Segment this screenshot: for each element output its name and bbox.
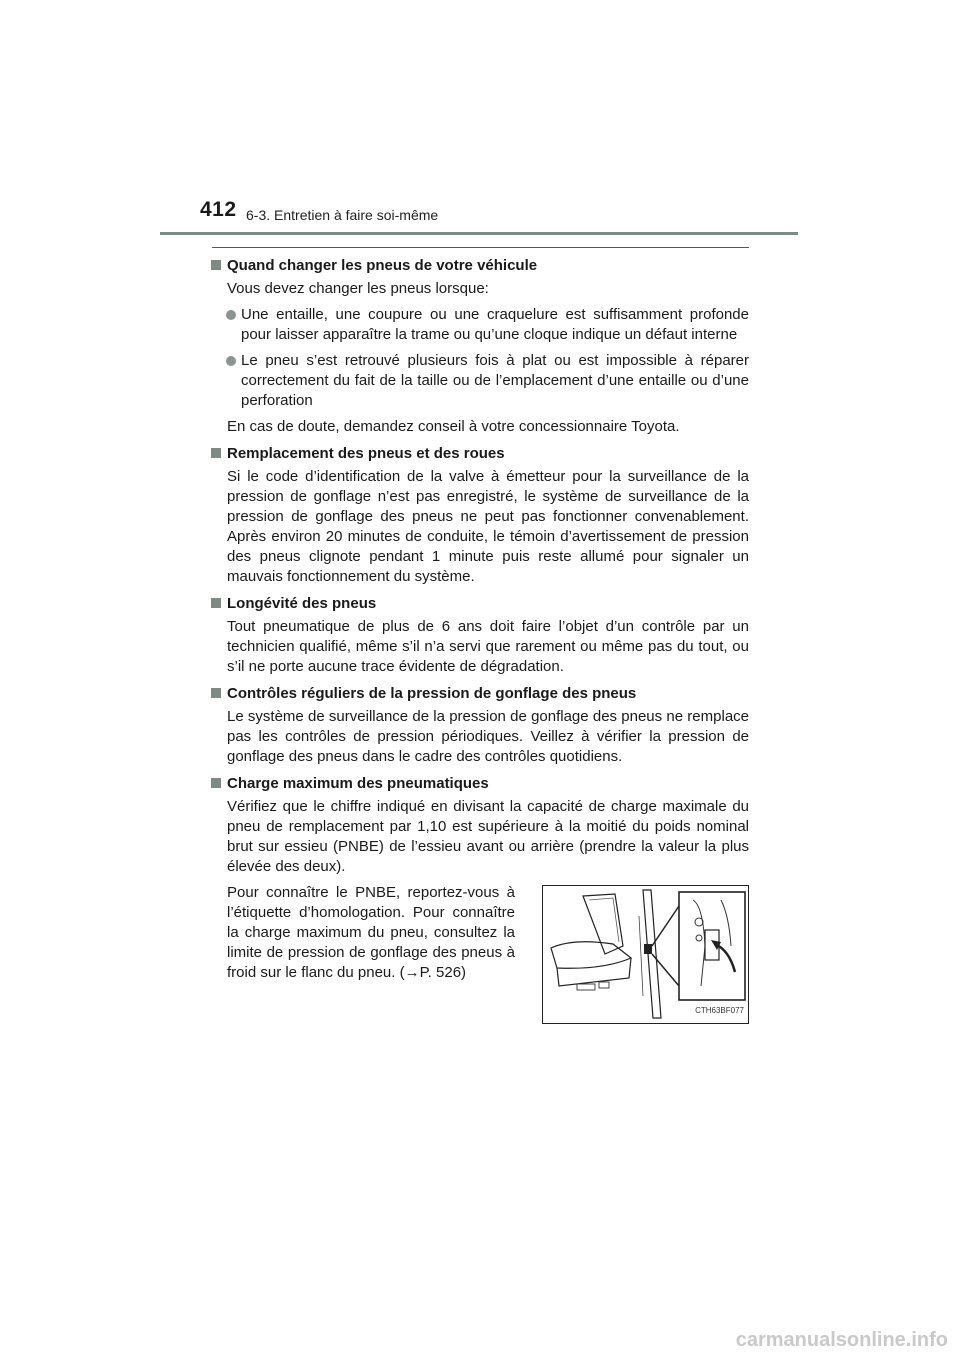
section-heading: Contrôles réguliers de la pression de gonflage des pneus xyxy=(211,684,749,704)
content-rule xyxy=(212,247,749,248)
section-body: Vérifiez que le chiffre indiqué en divisant la capacité de charge maximale du pneu de remplacement par 1,10 est supérieure à la moitié du poids nominal brut sur essieu (PNBE) de l’essieu avant ou arrière (prendre la valeur la plus élevée des deux). xyxy=(227,798,749,875)
header-rule xyxy=(160,232,798,235)
section-body: Si le code d’identification de la valve à émetteur pour la surveillance de la pression de gonflage n’est pas enregistré, le système de surveillance de la pression de gonflage des pneus ne peut pas fonctionner convenablement. Après environ 20 minutes de conduite, le témoin d’avertissement de pression des pneus clignote pendant 1 minute puis reste allumé pour signaler un mauvais fonctionnement du système. xyxy=(227,468,749,585)
illustration-code: CTH63BF077 xyxy=(695,1006,744,1015)
section-body: Le système de surveillance de la pression de gonflage des pneus ne remplace pas les contrôles de pression périodiques. Veillez à vérifier la pression de gonflage des pneus dans le cadre des contrôles quotidiens. xyxy=(227,708,749,765)
list-item: Le pneu s’est retrouvé plusieurs fois à plat ou est impossible à réparer correctement du fait de la taille ou de l’emplacement d’une entaille ou d’une perforation xyxy=(211,351,749,411)
section-when-to-change xyxy=(211,256,749,437)
watermark: carmanualsonline.info xyxy=(735,1329,948,1351)
section-heading: Charge maximum des pneumatiques xyxy=(211,774,749,794)
section-longevity xyxy=(211,594,749,677)
section-replacement xyxy=(211,444,749,587)
circle-bullet-icon xyxy=(226,310,236,320)
page-number: 412 xyxy=(200,198,237,221)
square-bullet-icon xyxy=(211,778,221,788)
chapter-title: 6-3. Entretien à faire soi-même xyxy=(246,207,439,223)
circle-bullet-icon xyxy=(226,356,236,366)
list-item: Une entaille, une coupure ou une craquelure est suffisamment profonde pour laisser apparaître la trame ou qu’une cloque indique un défaut interne xyxy=(211,305,749,345)
section-max-load xyxy=(211,774,749,1024)
square-bullet-icon xyxy=(211,598,221,608)
square-bullet-icon xyxy=(211,688,221,698)
page-content xyxy=(211,256,749,1031)
section-intro: Vous devez changer les pneus lorsque: xyxy=(227,280,489,297)
label-info-block xyxy=(211,883,749,1024)
label-info-text: Pour connaître le PNBE, reportez-vous à l’étiquette d’homologation. Pour connaître la charge maximum du pneu, consultez la limite de pression de gonflage des pneus à froid sur le flanc du pneu. (→P. 526) xyxy=(227,884,515,981)
section-body: Tout pneumatique de plus de 6 ans doit faire l’objet d’un contrôle par un technicien qualifié, même s’il n’a servi que rarement ou même pas du tout, ou s’il ne porte aucune trace évidente de dégradation. xyxy=(227,618,749,675)
section-outro: En cas de doute, demandez conseil à votre concessionnaire Toyota. xyxy=(227,418,680,435)
door-label-illustration xyxy=(542,885,749,1024)
section-heading: Quand changer les pneus de votre véhicule xyxy=(211,256,749,276)
section-pressure-checks xyxy=(211,684,749,767)
section-heading: Longévité des pneus xyxy=(211,594,749,614)
square-bullet-icon xyxy=(211,260,221,270)
section-heading: Remplacement des pneus et des roues xyxy=(211,444,749,464)
square-bullet-icon xyxy=(211,448,221,458)
